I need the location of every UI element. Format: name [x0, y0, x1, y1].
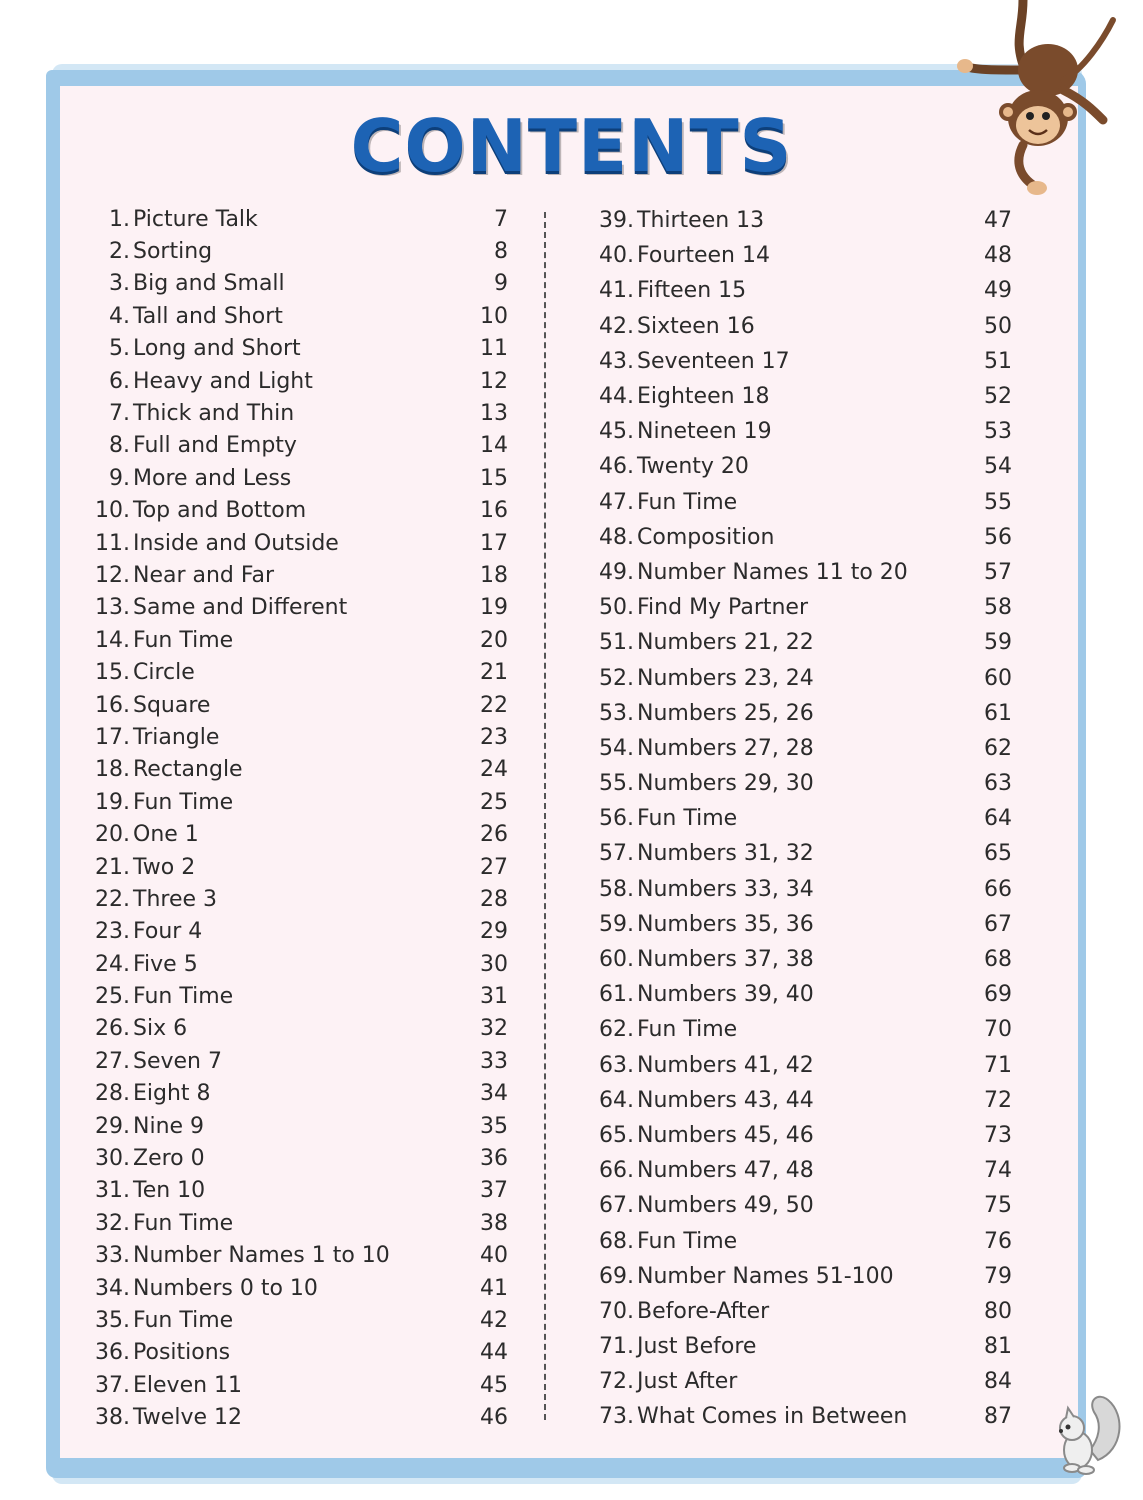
entry-page: 57 [984, 559, 1012, 585]
entry-page: 14 [480, 433, 508, 459]
contents-entry [78, 916, 510, 948]
entry-number: 23. [95, 919, 130, 945]
entry-page: 12 [480, 368, 508, 394]
contents-entry [582, 977, 1014, 1012]
entry-number: 35. [95, 1307, 130, 1333]
entry-page: 54 [984, 454, 1012, 480]
entry-title: Near and Far [133, 562, 275, 588]
entry-number: 24. [95, 951, 130, 977]
entry-number: 37. [95, 1372, 130, 1398]
contents-entry [582, 1329, 1014, 1364]
entry-title: Sixteen 16 [637, 313, 755, 339]
entry-number: 32. [95, 1210, 130, 1236]
entry-title: Inside and Outside [133, 530, 339, 556]
entry-title: Thick and Thin [133, 401, 295, 427]
entry-title: Sorting [133, 239, 213, 265]
entry-page: 19 [480, 595, 508, 621]
entry-number: 51. [599, 630, 634, 656]
entry-number: 30. [95, 1146, 130, 1172]
contents-entry [582, 1188, 1014, 1223]
entry-title: Composition [637, 524, 775, 550]
entry-page: 72 [984, 1087, 1012, 1113]
contents-entry [78, 397, 510, 429]
entry-number: 9. [109, 465, 130, 491]
contents-entry [582, 273, 1014, 308]
entry-title: Numbers 33, 34 [637, 876, 814, 902]
entry-page: 62 [984, 735, 1012, 761]
entry-title: Fun Time [133, 984, 234, 1010]
entry-number: 15. [95, 660, 130, 686]
contents-entry [582, 696, 1014, 731]
entry-number: 31. [95, 1178, 130, 1204]
squirrel-illustration [1048, 1390, 1128, 1480]
contents-entry [78, 689, 510, 721]
entry-number: 50. [599, 595, 634, 621]
contents-entry [582, 872, 1014, 907]
entry-page: 27 [480, 854, 508, 880]
contents-entry [78, 592, 510, 624]
entry-title: Eighteen 18 [637, 384, 770, 410]
entry-page: 84 [984, 1369, 1012, 1395]
entry-page: 70 [984, 1017, 1012, 1043]
entry-page: 38 [480, 1210, 508, 1236]
entry-page: 11 [480, 336, 508, 362]
contents-entry [78, 268, 510, 300]
entry-number: 40. [599, 243, 634, 269]
entry-title: Heavy and Light [133, 368, 313, 394]
entry-title: Five 5 [133, 951, 198, 977]
entry-number: 71. [599, 1334, 634, 1360]
entry-page: 55 [984, 489, 1012, 515]
entry-page: 37 [480, 1178, 508, 1204]
entry-title: Twelve 12 [133, 1405, 242, 1431]
entry-page: 79 [984, 1263, 1012, 1289]
entry-title: Fun Time [133, 789, 234, 815]
entry-number: 42. [599, 313, 634, 339]
entry-title: Three 3 [133, 886, 218, 912]
entry-number: 54. [599, 735, 634, 761]
contents-entry [582, 1259, 1014, 1294]
contents-entry [78, 818, 510, 850]
entry-page: 24 [480, 757, 508, 783]
entry-number: 26. [95, 1016, 130, 1042]
contents-entry [78, 1013, 510, 1045]
contents-entry [78, 1240, 510, 1272]
entry-title: Numbers 23, 24 [637, 665, 814, 691]
entry-page: 87 [984, 1404, 1012, 1430]
monkey-illustration [953, 0, 1123, 210]
entry-number: 72. [599, 1369, 634, 1395]
entry-title: Numbers 45, 46 [637, 1122, 814, 1148]
entry-title: Twenty 20 [637, 454, 749, 480]
entry-page: 49 [984, 278, 1012, 304]
entry-page: 76 [984, 1228, 1012, 1254]
contents-entry [78, 1207, 510, 1239]
entry-title: Numbers 43, 44 [637, 1087, 814, 1113]
entry-number: 16. [95, 692, 130, 718]
entry-number: 12. [95, 562, 130, 588]
entry-page: 25 [480, 789, 508, 815]
entry-number: 39. [599, 208, 634, 234]
contents-entry [582, 590, 1014, 625]
entry-title: Rectangle [133, 757, 243, 783]
contents-entry [78, 203, 510, 235]
entry-page: 74 [984, 1158, 1012, 1184]
entry-page: 41 [480, 1275, 508, 1301]
contents-entry [582, 801, 1014, 836]
entry-page: 50 [984, 313, 1012, 339]
entry-page: 53 [984, 419, 1012, 445]
entry-page: 81 [984, 1334, 1012, 1360]
contents-entry [78, 462, 510, 494]
entry-page: 64 [984, 806, 1012, 832]
entry-number: 41. [599, 278, 634, 304]
contents-entry [78, 300, 510, 332]
entry-number: 58. [599, 876, 634, 902]
entry-title: Eleven 11 [133, 1372, 243, 1398]
entry-title: Seven 7 [133, 1048, 222, 1074]
entry-title: Numbers 47, 48 [637, 1158, 814, 1184]
entry-page: 48 [984, 243, 1012, 269]
entry-number: 18. [95, 757, 130, 783]
entry-page: 46 [480, 1405, 508, 1431]
contents-entry [582, 907, 1014, 942]
entry-title: Long and Short [133, 336, 301, 362]
entry-title: Numbers 35, 36 [637, 911, 814, 937]
entry-page: 52 [984, 384, 1012, 410]
entry-title: Zero 0 [133, 1146, 205, 1172]
entry-title: Thirteen 13 [637, 208, 765, 234]
entry-title: Six 6 [133, 1016, 188, 1042]
contents-entry [582, 1012, 1014, 1047]
entry-title: Seventeen 17 [637, 348, 790, 374]
entry-title: Numbers 0 to 10 [133, 1275, 318, 1301]
entry-page: 35 [480, 1113, 508, 1139]
entry-page: 61 [984, 700, 1012, 726]
entry-page: 33 [480, 1048, 508, 1074]
entry-number: 69. [599, 1263, 634, 1289]
entry-page: 22 [480, 692, 508, 718]
entry-number: 65. [599, 1122, 634, 1148]
entry-page: 15 [480, 465, 508, 491]
entry-page: 60 [984, 665, 1012, 691]
entry-page: 66 [984, 876, 1012, 902]
entry-title: Fun Time [637, 1228, 738, 1254]
entry-number: 5. [109, 336, 130, 362]
entry-number: 44. [599, 384, 634, 410]
page-title: CONTENTS [350, 104, 793, 188]
entry-number: 7. [109, 401, 130, 427]
entry-page: 73 [984, 1122, 1012, 1148]
entry-number: 2. [109, 239, 130, 265]
entry-title: Numbers 49, 50 [637, 1193, 814, 1219]
entry-title: Positions [133, 1340, 231, 1366]
contents-entry [78, 559, 510, 591]
contents-entry [78, 365, 510, 397]
entry-page: 16 [480, 498, 508, 524]
contents-entry [582, 660, 1014, 695]
entry-page: 17 [480, 530, 508, 556]
contents-entry [78, 1045, 510, 1077]
contents-entry [582, 344, 1014, 379]
contents-entry [582, 1364, 1014, 1399]
entry-title: Number Names 11 to 20 [637, 559, 908, 585]
entry-page: 30 [480, 951, 508, 977]
entry-number: 60. [599, 947, 634, 973]
contents-entry [78, 1142, 510, 1174]
entry-title: Fifteen 15 [637, 278, 747, 304]
entry-number: 22. [95, 886, 130, 912]
contents-entry [78, 656, 510, 688]
contents-entry [582, 485, 1014, 520]
entry-number: 27. [95, 1048, 130, 1074]
entry-page: 31 [480, 984, 508, 1010]
entry-page: 40 [480, 1243, 508, 1269]
contents-right-column [582, 203, 1014, 1435]
entry-page: 68 [984, 947, 1012, 973]
contents-entry [78, 1175, 510, 1207]
contents-entry [78, 980, 510, 1012]
entry-number: 61. [599, 982, 634, 1008]
entry-page: 18 [480, 562, 508, 588]
entry-number: 19. [95, 789, 130, 815]
entry-number: 53. [599, 700, 634, 726]
entry-number: 64. [599, 1087, 634, 1113]
entry-number: 48. [599, 524, 634, 550]
entry-page: 8 [494, 239, 508, 265]
entry-title: Numbers 27, 28 [637, 735, 814, 761]
contents-entry [78, 1078, 510, 1110]
contents-entry [78, 754, 510, 786]
entry-title: Nine 9 [133, 1113, 205, 1139]
entry-number: 13. [95, 595, 130, 621]
entry-page: 28 [480, 886, 508, 912]
contents-entry [78, 495, 510, 527]
contents-entry [582, 414, 1014, 449]
contents-entry [582, 449, 1014, 484]
entry-page: 20 [480, 627, 508, 653]
entry-title: Just After [637, 1369, 738, 1395]
contents-entry [78, 1401, 510, 1433]
entry-title: Numbers 31, 32 [637, 841, 814, 867]
contents-entry [78, 1304, 510, 1336]
entry-page: 10 [480, 303, 508, 329]
entry-page: 23 [480, 724, 508, 750]
entry-number: 62. [599, 1017, 634, 1043]
contents-entry [78, 786, 510, 818]
entry-number: 67. [599, 1193, 634, 1219]
contents-entry [582, 766, 1014, 801]
entry-page: 80 [984, 1298, 1012, 1324]
contents-entry [582, 1118, 1014, 1153]
contents-entry [582, 555, 1014, 590]
entry-number: 34. [95, 1275, 130, 1301]
contents-entry [582, 836, 1014, 871]
entry-number: 28. [95, 1081, 130, 1107]
entry-number: 73. [599, 1404, 634, 1430]
contents-entry [582, 1153, 1014, 1188]
entry-number: 33. [95, 1243, 130, 1269]
entry-title: Fun Time [133, 627, 234, 653]
entry-title: Number Names 1 to 10 [133, 1243, 390, 1269]
entry-page: 26 [480, 822, 508, 848]
contents-entry [582, 625, 1014, 660]
entry-page: 47 [984, 208, 1012, 234]
contents-entry [78, 1369, 510, 1401]
entry-page: 69 [984, 982, 1012, 1008]
entry-title: Fun Time [133, 1307, 234, 1333]
entry-title: Same and Different [133, 595, 348, 621]
entry-number: 68. [599, 1228, 634, 1254]
entry-number: 47. [599, 489, 634, 515]
contents-entry [78, 1272, 510, 1304]
contents-entry [582, 379, 1014, 414]
entry-number: 8. [109, 433, 130, 459]
entry-title: Fun Time [637, 489, 738, 515]
entry-number: 56. [599, 806, 634, 832]
entry-page: 71 [984, 1052, 1012, 1078]
entry-page: 32 [480, 1016, 508, 1042]
entry-number: 25. [95, 984, 130, 1010]
contents-entry [78, 333, 510, 365]
contents-entry [582, 1048, 1014, 1083]
entry-page: 75 [984, 1193, 1012, 1219]
entry-title: Triangle [133, 724, 220, 750]
contents-entry [582, 520, 1014, 555]
entry-title: Fourteen 14 [637, 243, 770, 269]
entry-title: Find My Partner [637, 595, 809, 621]
entry-title: Two 2 [133, 854, 196, 880]
entry-title: Fun Time [133, 1210, 234, 1236]
entry-title: More and Less [133, 465, 292, 491]
entry-title: Numbers 21, 22 [637, 630, 814, 656]
entry-number: 55. [599, 771, 634, 797]
entry-number: 20. [95, 822, 130, 848]
entry-number: 29. [95, 1113, 130, 1139]
entry-title: Nineteen 19 [637, 419, 772, 445]
entry-number: 4. [109, 303, 130, 329]
entry-page: 44 [480, 1340, 508, 1366]
entry-number: 43. [599, 348, 634, 374]
entry-title: Top and Bottom [133, 498, 307, 524]
entry-number: 11. [95, 530, 130, 556]
entry-number: 1. [109, 206, 130, 232]
contents-entry [78, 235, 510, 267]
entry-title: Circle [133, 660, 195, 686]
entry-title: Full and Empty [133, 433, 297, 459]
entry-number: 70. [599, 1298, 634, 1324]
entry-page: 67 [984, 911, 1012, 937]
contents-entry [78, 1337, 510, 1369]
contents-entry [78, 527, 510, 559]
entry-page: 58 [984, 595, 1012, 621]
entry-title: Square [133, 692, 211, 718]
contents-entry [78, 948, 510, 980]
contents-entry [78, 1110, 510, 1142]
entry-number: 66. [599, 1158, 634, 1184]
contents-entry [582, 942, 1014, 977]
contents-entry [582, 1294, 1014, 1329]
entry-page: 65 [984, 841, 1012, 867]
contents-entry [78, 883, 510, 915]
entry-title: Numbers 37, 38 [637, 947, 814, 973]
entry-page: 63 [984, 771, 1012, 797]
entry-title: Numbers 25, 26 [637, 700, 814, 726]
contents-entry [582, 1399, 1014, 1434]
entry-title: What Comes in Between [637, 1404, 908, 1430]
entry-title: Just Before [637, 1334, 757, 1360]
entry-title: Eight 8 [133, 1081, 211, 1107]
entry-title: One 1 [133, 822, 199, 848]
entry-number: 14. [95, 627, 130, 653]
entry-title: Numbers 41, 42 [637, 1052, 814, 1078]
entry-title: Number Names 51-100 [637, 1263, 894, 1289]
contents-entry [582, 1083, 1014, 1118]
entry-number: 45. [599, 419, 634, 445]
entry-number: 63. [599, 1052, 634, 1078]
entry-number: 38. [95, 1405, 130, 1431]
entry-number: 17. [95, 724, 130, 750]
entry-title: Four 4 [133, 919, 203, 945]
entry-page: 36 [480, 1146, 508, 1172]
contents-left-column [78, 203, 510, 1434]
entry-page: 42 [480, 1307, 508, 1333]
contents-entry [78, 430, 510, 462]
entry-number: 36. [95, 1340, 130, 1366]
contents-entry [582, 731, 1014, 766]
contents-entry [582, 1223, 1014, 1258]
entry-title: Numbers 29, 30 [637, 771, 814, 797]
contents-entry [582, 309, 1014, 344]
entry-title: Big and Small [133, 271, 285, 297]
contents-entry [78, 624, 510, 656]
entry-number: 10. [95, 498, 130, 524]
entry-page: 34 [480, 1081, 508, 1107]
entry-title: Fun Time [637, 806, 738, 832]
entry-page: 7 [494, 206, 508, 232]
entry-number: 46. [599, 454, 634, 480]
entry-title: Fun Time [637, 1017, 738, 1043]
entry-page: 59 [984, 630, 1012, 656]
entry-page: 13 [480, 401, 508, 427]
entry-title: Picture Talk [133, 206, 258, 232]
entry-title: Numbers 39, 40 [637, 982, 814, 1008]
entry-page: 45 [480, 1372, 508, 1398]
entry-number: 59. [599, 911, 634, 937]
entry-title: Tall and Short [133, 303, 283, 329]
entry-number: 57. [599, 841, 634, 867]
entry-page: 51 [984, 348, 1012, 374]
entry-page: 56 [984, 524, 1012, 550]
contents-entry [78, 721, 510, 753]
entry-number: 21. [95, 854, 130, 880]
entry-page: 29 [480, 919, 508, 945]
contents-entry [582, 238, 1014, 273]
contents-entry [78, 851, 510, 883]
entry-number: 3. [109, 271, 130, 297]
entry-number: 6. [109, 368, 130, 394]
entry-page: 9 [494, 271, 508, 297]
entry-page: 21 [480, 660, 508, 686]
entry-number: 52. [599, 665, 634, 691]
entry-title: Before-After [637, 1298, 770, 1324]
entry-number: 49. [599, 559, 634, 585]
contents-entry [582, 203, 1014, 238]
column-divider [544, 212, 546, 1420]
entry-title: Ten 10 [133, 1178, 206, 1204]
